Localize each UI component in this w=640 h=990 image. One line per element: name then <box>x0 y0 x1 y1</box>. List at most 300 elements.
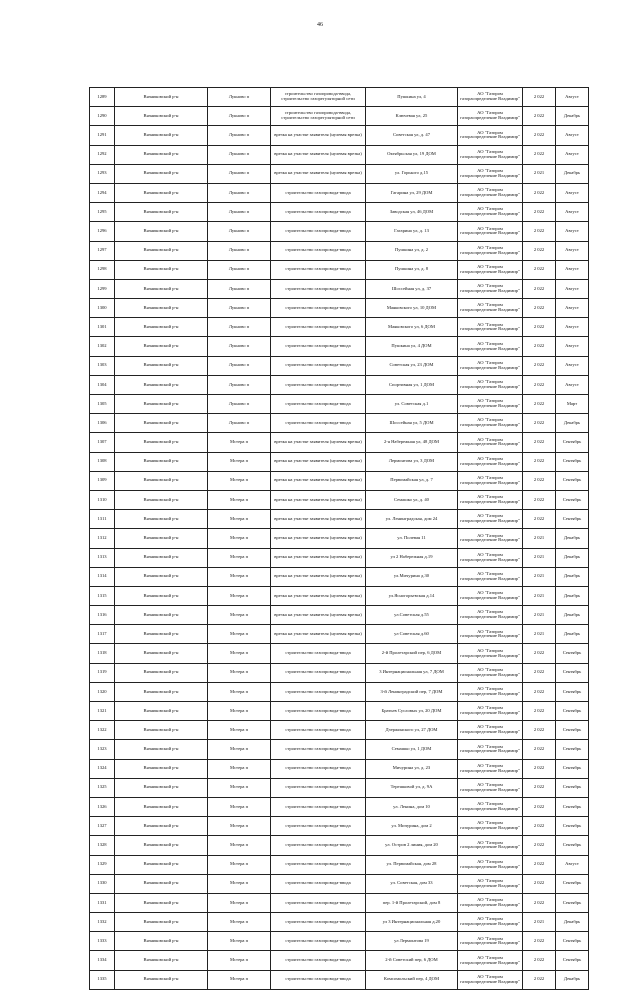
row-number: 1323 <box>90 740 115 759</box>
month-cell: Сентябрь <box>556 471 589 490</box>
settlement-cell: Мстера п <box>208 951 271 970</box>
table-row <box>90 260 589 279</box>
month-cell: Декабрь <box>556 107 589 126</box>
row-number: 1328 <box>90 836 115 855</box>
table-row <box>90 337 589 356</box>
settlement-cell: Лукново п <box>208 164 271 183</box>
table-row <box>90 913 589 932</box>
row-number: 1296 <box>90 222 115 241</box>
row-number: 1320 <box>90 682 115 701</box>
month-cell: Сентябрь <box>556 778 589 797</box>
month-cell: Декабрь <box>556 913 589 932</box>
organization-cell: АО "Газпром газораспределение Владимир" <box>458 702 523 721</box>
table-body <box>90 88 589 990</box>
settlement-cell: Мстера п <box>208 490 271 509</box>
month-cell: Август <box>556 88 589 107</box>
row-number: 1295 <box>90 203 115 222</box>
address-cell: Октябрьская ул, 19 ДОМ <box>366 145 458 164</box>
settlement-cell: Мстера п <box>208 893 271 912</box>
organization-cell: АО "Газпром газораспределение Владимир" <box>458 414 523 433</box>
month-cell: Декабрь <box>556 606 589 625</box>
month-cell: Декабрь <box>556 548 589 567</box>
row-number: 1319 <box>90 663 115 682</box>
row-number: 1308 <box>90 452 115 471</box>
month-cell: Март <box>556 395 589 414</box>
table-row <box>90 279 589 298</box>
address-cell: 3 Интернациональная ул, 7 ДОМ <box>366 663 458 682</box>
row-number: 1304 <box>90 375 115 394</box>
row-number: 1325 <box>90 778 115 797</box>
month-cell: Август <box>556 375 589 394</box>
settlement-cell: Лукново п <box>208 318 271 337</box>
table-row <box>90 414 589 433</box>
year-cell: 2 022 <box>523 433 556 452</box>
month-cell: Сентябрь <box>556 740 589 759</box>
district-cell: Вязниковский р-н <box>115 970 208 989</box>
district-cell: Вязниковский р-н <box>115 490 208 509</box>
year-cell: 2 022 <box>523 759 556 778</box>
table-row <box>90 395 589 414</box>
month-cell: Август <box>556 145 589 164</box>
year-cell: 2 022 <box>523 88 556 107</box>
year-cell: 2 022 <box>523 721 556 740</box>
table-row <box>90 682 589 701</box>
work-type-cell: строительство газопровода-ввода <box>271 337 366 356</box>
organization-cell: АО "Газпром газораспределение Владимир" <box>458 452 523 471</box>
settlement-cell: Лукново п <box>208 241 271 260</box>
settlement-cell: Мстера п <box>208 606 271 625</box>
month-cell: Сентябрь <box>556 797 589 816</box>
organization-cell: АО "Газпром газораспределение Владимир" <box>458 548 523 567</box>
table-row <box>90 797 589 816</box>
address-cell: 2-й Советский пер, 6 ДОМ <box>366 951 458 970</box>
settlement-cell: Мстера п <box>208 855 271 874</box>
organization-cell: АО "Газпром газораспределение Владимир" <box>458 759 523 778</box>
organization-cell: АО "Газпром газораспределение Владимир" <box>458 145 523 164</box>
year-cell: 2 022 <box>523 107 556 126</box>
district-cell: Вязниковский р-н <box>115 721 208 740</box>
settlement-cell: Лукново п <box>208 183 271 202</box>
row-number: 1312 <box>90 529 115 548</box>
year-cell: 2 022 <box>523 471 556 490</box>
district-cell: Вязниковский р-н <box>115 145 208 164</box>
address-cell: ул. Остров 2 линия, дом 20 <box>366 836 458 855</box>
district-cell: Вязниковский р-н <box>115 759 208 778</box>
year-cell: 2 022 <box>523 414 556 433</box>
district-cell: Вязниковский р-н <box>115 375 208 394</box>
row-number: 1290 <box>90 107 115 126</box>
settlement-cell: Лукново п <box>208 126 271 145</box>
year-cell: 2 022 <box>523 260 556 279</box>
work-type-cell: строительство газопровода-ввода <box>271 395 366 414</box>
year-cell: 2 022 <box>523 183 556 202</box>
address-cell: 2-й Пролетарский пер, 6 ДОМ <box>366 644 458 663</box>
organization-cell: АО "Газпром газораспределение Владимир" <box>458 241 523 260</box>
month-cell: Сентябрь <box>556 817 589 836</box>
settlement-cell: Мстера п <box>208 702 271 721</box>
month-cell: Август <box>556 183 589 202</box>
row-number: 1313 <box>90 548 115 567</box>
organization-cell: АО "Газпром газораспределение Владимир" <box>458 529 523 548</box>
address-cell: ул. Ленинградская, дом 24 <box>366 510 458 529</box>
address-cell: ул Лермонтова 19 <box>366 932 458 951</box>
organization-cell: АО "Газпром газораспределение Владимир" <box>458 893 523 912</box>
settlement-cell: Лукново п <box>208 260 271 279</box>
table-row <box>90 970 589 989</box>
row-number: 1297 <box>90 241 115 260</box>
address-cell: Первомайская ул, д. 7 <box>366 471 458 490</box>
row-number: 1292 <box>90 145 115 164</box>
district-cell: Вязниковский р-н <box>115 702 208 721</box>
row-number: 1329 <box>90 855 115 874</box>
district-cell: Вязниковский р-н <box>115 606 208 625</box>
settlement-cell: Лукново п <box>208 222 271 241</box>
district-cell: Вязниковский р-н <box>115 260 208 279</box>
work-type-cell: строительство газопровода-ввода <box>271 222 366 241</box>
settlement-cell: Лукново п <box>208 203 271 222</box>
district-cell: Вязниковский р-н <box>115 356 208 375</box>
organization-cell: АО "Газпром газораспределение Владимир" <box>458 778 523 797</box>
year-cell: 2 021 <box>523 913 556 932</box>
table-row <box>90 452 589 471</box>
address-cell: ул.Мичурина д.30 <box>366 567 458 586</box>
district-cell: Вязниковский р-н <box>115 433 208 452</box>
year-cell: 2 022 <box>523 970 556 989</box>
row-number: 1302 <box>90 337 115 356</box>
district-cell: Вязниковский р-н <box>115 241 208 260</box>
year-cell: 2 022 <box>523 126 556 145</box>
district-cell: Вязниковский р-н <box>115 126 208 145</box>
year-cell: 2 022 <box>523 644 556 663</box>
address-cell: 2-я Набережная ул, 48 ДОМ <box>366 433 458 452</box>
settlement-cell: Лукново п <box>208 337 271 356</box>
year-cell: 2 022 <box>523 836 556 855</box>
table-row <box>90 644 589 663</box>
settlement-cell: Мстера п <box>208 644 271 663</box>
row-number: 1330 <box>90 874 115 893</box>
table-row <box>90 375 589 394</box>
organization-cell: АО "Газпром газораспределение Владимир" <box>458 395 523 414</box>
settlement-cell: Мстера п <box>208 625 271 644</box>
district-cell: Вязниковский р-н <box>115 951 208 970</box>
organization-cell: АО "Газпром газораспределение Владимир" <box>458 490 523 509</box>
district-cell: Вязниковский р-н <box>115 203 208 222</box>
work-type-cell: врезка на участке заявителя (нулевая врезка) <box>271 625 366 644</box>
address-cell: Советская ул, д. 47 <box>366 126 458 145</box>
month-cell: Сентябрь <box>556 702 589 721</box>
district-cell: Вязниковский р-н <box>115 299 208 318</box>
table-row <box>90 356 589 375</box>
address-cell: Дзержинского ул, 27 ДОМ <box>366 721 458 740</box>
year-cell: 2 022 <box>523 797 556 816</box>
organization-cell: АО "Газпром газораспределение Владимир" <box>458 318 523 337</box>
year-cell: 2 022 <box>523 932 556 951</box>
district-cell: Вязниковский р-н <box>115 855 208 874</box>
district-cell: Вязниковский р-н <box>115 740 208 759</box>
month-cell: Август <box>556 260 589 279</box>
organization-cell: АО "Газпром газораспределение Владимир" <box>458 913 523 932</box>
work-type-cell: строительство газопровода-ввода <box>271 356 366 375</box>
settlement-cell: Лукново п <box>208 356 271 375</box>
settlement-cell: Мстера п <box>208 510 271 529</box>
work-type-cell: строительство газопровода-ввода <box>271 375 366 394</box>
organization-cell: АО "Газпром газораспределение Владимир" <box>458 107 523 126</box>
organization-cell: АО "Газпром газораспределение Владимир" <box>458 126 523 145</box>
settlement-cell: Мстера п <box>208 567 271 586</box>
row-number: 1317 <box>90 625 115 644</box>
address-cell: ул.Советская д.55 <box>366 606 458 625</box>
table-row <box>90 88 589 107</box>
year-cell: 2 021 <box>523 164 556 183</box>
district-cell: Вязниковский р-н <box>115 548 208 567</box>
row-number: 1331 <box>90 893 115 912</box>
work-type-cell: врезка на участке заявителя (нулевая врезка) <box>271 126 366 145</box>
address-cell: Советская ул, 23 ДОМ <box>366 356 458 375</box>
address-cell: Маяковского ул, 6 ДОМ <box>366 318 458 337</box>
month-cell: Август <box>556 203 589 222</box>
organization-cell: АО "Газпром газораспределение Владимир" <box>458 299 523 318</box>
district-cell: Вязниковский р-н <box>115 414 208 433</box>
settlement-cell: Лукново п <box>208 279 271 298</box>
district-cell: Вязниковский р-н <box>115 222 208 241</box>
address-cell: Пушкина ул, 4 ДОМ <box>366 337 458 356</box>
year-cell: 2 022 <box>523 337 556 356</box>
month-cell: Август <box>556 855 589 874</box>
table-row <box>90 241 589 260</box>
row-number: 1307 <box>90 433 115 452</box>
row-number: 1314 <box>90 567 115 586</box>
row-number: 1311 <box>90 510 115 529</box>
table-row <box>90 951 589 970</box>
work-type-cell: строительство газопровода-ввода <box>271 778 366 797</box>
table-row <box>90 471 589 490</box>
district-cell: Вязниковский р-н <box>115 625 208 644</box>
organization-cell: АО "Газпром газораспределение Владимир" <box>458 606 523 625</box>
table-row <box>90 702 589 721</box>
settlement-cell: Мстера п <box>208 759 271 778</box>
settlement-cell: Мстера п <box>208 778 271 797</box>
settlement-cell: Мстера п <box>208 663 271 682</box>
table-row <box>90 318 589 337</box>
district-cell: Вязниковский р-н <box>115 913 208 932</box>
work-type-cell: строительство газопровода-ввода <box>271 318 366 337</box>
table-row <box>90 510 589 529</box>
table-row <box>90 529 589 548</box>
month-cell: Сентябрь <box>556 951 589 970</box>
organization-cell: АО "Газпром газораспределение Владимир" <box>458 874 523 893</box>
district-cell: Вязниковский р-н <box>115 510 208 529</box>
address-cell: Пушкина ул, д. 2 <box>366 241 458 260</box>
work-type-cell: врезка на участке заявителя (нулевая врезка) <box>271 529 366 548</box>
work-type-cell: строительство газопровода-ввода, строительство газорегуляторной сети <box>271 107 366 126</box>
table-row <box>90 567 589 586</box>
settlement-cell: Мстера п <box>208 721 271 740</box>
year-cell: 2 021 <box>523 548 556 567</box>
district-cell: Вязниковский р-н <box>115 644 208 663</box>
address-cell: Семашко ул, д. 40 <box>366 490 458 509</box>
settlement-cell: Лукново п <box>208 375 271 394</box>
address-cell: ул. Советская, дом 33 <box>366 874 458 893</box>
month-cell: Август <box>556 299 589 318</box>
work-type-cell: врезка на участке заявителя (нулевая врезка) <box>271 510 366 529</box>
settlement-cell: Лукново п <box>208 107 271 126</box>
organization-cell: АО "Газпром газораспределение Владимир" <box>458 663 523 682</box>
settlement-cell: Лукново п <box>208 145 271 164</box>
work-type-cell: строительство газопровода-ввода <box>271 817 366 836</box>
table-row <box>90 145 589 164</box>
month-cell: Сентябрь <box>556 490 589 509</box>
work-type-cell: врезка на участке заявителя (нулевая врезка) <box>271 145 366 164</box>
organization-cell: АО "Газпром газораспределение Владимир" <box>458 222 523 241</box>
work-type-cell: строительство газопровода-ввода <box>271 414 366 433</box>
settlement-cell: Мстера п <box>208 874 271 893</box>
table-row <box>90 433 589 452</box>
settlement-cell: Мстера п <box>208 471 271 490</box>
row-number: 1289 <box>90 88 115 107</box>
year-cell: 2 022 <box>523 874 556 893</box>
row-number: 1305 <box>90 395 115 414</box>
organization-cell: АО "Газпром газораспределение Владимир" <box>458 970 523 989</box>
work-type-cell: строительство газопровода-ввода <box>271 183 366 202</box>
address-cell: Шоссейная ул, д. 37 <box>366 279 458 298</box>
district-cell: Вязниковский р-н <box>115 893 208 912</box>
settlement-cell: Мстера п <box>208 932 271 951</box>
organization-cell: АО "Газпром газораспределение Владимир" <box>458 855 523 874</box>
row-number: 1318 <box>90 644 115 663</box>
table-row <box>90 740 589 759</box>
district-cell: Вязниковский р-н <box>115 88 208 107</box>
row-number: 1310 <box>90 490 115 509</box>
work-type-cell: строительство газопровода-ввода <box>271 932 366 951</box>
organization-cell: АО "Газпром газораспределение Владимир" <box>458 279 523 298</box>
month-cell: Декабрь <box>556 625 589 644</box>
year-cell: 2 022 <box>523 817 556 836</box>
organization-cell: АО "Газпром газораспределение Владимир" <box>458 932 523 951</box>
address-cell: ул. Полевая 11 <box>366 529 458 548</box>
month-cell: Сентябрь <box>556 510 589 529</box>
month-cell: Декабрь <box>556 586 589 605</box>
year-cell: 2 022 <box>523 490 556 509</box>
year-cell: 2 022 <box>523 356 556 375</box>
table-row <box>90 817 589 836</box>
settlement-cell: Мстера п <box>208 970 271 989</box>
month-cell: Сентябрь <box>556 874 589 893</box>
address-cell: ул. Мичурина, дом 2 <box>366 817 458 836</box>
month-cell: Декабрь <box>556 567 589 586</box>
row-number: 1334 <box>90 951 115 970</box>
table-row <box>90 625 589 644</box>
address-cell: Ключевая ул, 25 <box>366 107 458 126</box>
district-cell: Вязниковский р-н <box>115 107 208 126</box>
settlement-cell: Мстера п <box>208 740 271 759</box>
gasification-table <box>89 87 589 990</box>
year-cell: 2 022 <box>523 375 556 394</box>
month-cell: Декабрь <box>556 414 589 433</box>
address-cell: Пушкина ул, д. 8 <box>366 260 458 279</box>
district-cell: Вязниковский р-н <box>115 663 208 682</box>
year-cell: 2 022 <box>523 702 556 721</box>
work-type-cell: строительство газопровода-ввода <box>271 260 366 279</box>
district-cell: Вязниковский р-н <box>115 395 208 414</box>
address-cell: Братьев Сусловых ул, 20 ДОМ <box>366 702 458 721</box>
table-row <box>90 606 589 625</box>
table-row <box>90 721 589 740</box>
address-cell: Маяковского ул, 10 ДОМ <box>366 299 458 318</box>
year-cell: 2 022 <box>523 241 556 260</box>
row-number: 1321 <box>90 702 115 721</box>
address-cell: Мичурина ул, д. 23 <box>366 759 458 778</box>
year-cell: 2 021 <box>523 625 556 644</box>
settlement-cell: Мстера п <box>208 817 271 836</box>
month-cell: Сентябрь <box>556 644 589 663</box>
year-cell: 2 022 <box>523 299 556 318</box>
organization-cell: АО "Газпром газораспределение Владимир" <box>458 510 523 529</box>
table-row <box>90 663 589 682</box>
row-number: 1326 <box>90 797 115 816</box>
organization-cell: АО "Газпром газораспределение Владимир" <box>458 721 523 740</box>
year-cell: 2 021 <box>523 586 556 605</box>
district-cell: Вязниковский р-н <box>115 452 208 471</box>
row-number: 1294 <box>90 183 115 202</box>
organization-cell: АО "Газпром газораспределение Владимир" <box>458 817 523 836</box>
work-type-cell: врезка на участке заявителя (нулевая врезка) <box>271 471 366 490</box>
organization-cell: АО "Газпром газораспределение Владимир" <box>458 337 523 356</box>
row-number: 1333 <box>90 932 115 951</box>
address-cell: ул. Первомайская, дом 28 <box>366 855 458 874</box>
settlement-cell: Мстера п <box>208 797 271 816</box>
address-cell: ул. Горького д.15 <box>366 164 458 183</box>
organization-cell: АО "Газпром газораспределение Владимир" <box>458 951 523 970</box>
row-number: 1315 <box>90 586 115 605</box>
row-number: 1293 <box>90 164 115 183</box>
address-cell: ул.Ясногорьевская д.14 <box>366 586 458 605</box>
address-cell: ул. Советская д.1 <box>366 395 458 414</box>
address-cell: Семашко ул, 1 ДОМ <box>366 740 458 759</box>
page-number: 46 <box>317 22 323 28</box>
row-number: 1335 <box>90 970 115 989</box>
organization-cell: АО "Газпром газораспределение Владимир" <box>458 88 523 107</box>
settlement-cell: Мстера п <box>208 586 271 605</box>
organization-cell: АО "Газпром газораспределение Владимир" <box>458 164 523 183</box>
work-type-cell: врезка на участке заявителя (нулевая врезка) <box>271 433 366 452</box>
year-cell: 2 022 <box>523 663 556 682</box>
work-type-cell: врезка на участке заявителя (нулевая врезка) <box>271 490 366 509</box>
work-type-cell: строительство газопровода-ввода <box>271 797 366 816</box>
month-cell: Сентябрь <box>556 433 589 452</box>
table-row <box>90 183 589 202</box>
work-type-cell: строительство газопровода-ввода <box>271 893 366 912</box>
work-type-cell: строительство газопровода-ввода <box>271 874 366 893</box>
year-cell: 2 022 <box>523 145 556 164</box>
work-type-cell: строительство газопровода-ввода <box>271 970 366 989</box>
organization-cell: АО "Газпром газораспределение Владимир" <box>458 797 523 816</box>
year-cell: 2 021 <box>523 606 556 625</box>
year-cell: 2 021 <box>523 529 556 548</box>
table-row <box>90 222 589 241</box>
address-cell: Заводская ул, 46 ДОМ <box>366 203 458 222</box>
organization-cell: АО "Газпром газораспределение Владимир" <box>458 183 523 202</box>
district-cell: Вязниковский р-н <box>115 932 208 951</box>
settlement-cell: Лукново п <box>208 299 271 318</box>
year-cell: 2 022 <box>523 893 556 912</box>
month-cell: Сентябрь <box>556 721 589 740</box>
organization-cell: АО "Газпром газораспределение Владимир" <box>458 375 523 394</box>
settlement-cell: Лукново п <box>208 88 271 107</box>
address-cell: 3-й Ленинградский пер, 7 ДОМ <box>366 682 458 701</box>
address-cell: Пушкина ул, 4 <box>366 88 458 107</box>
settlement-cell: Мстера п <box>208 548 271 567</box>
settlement-cell: Мстера п <box>208 836 271 855</box>
